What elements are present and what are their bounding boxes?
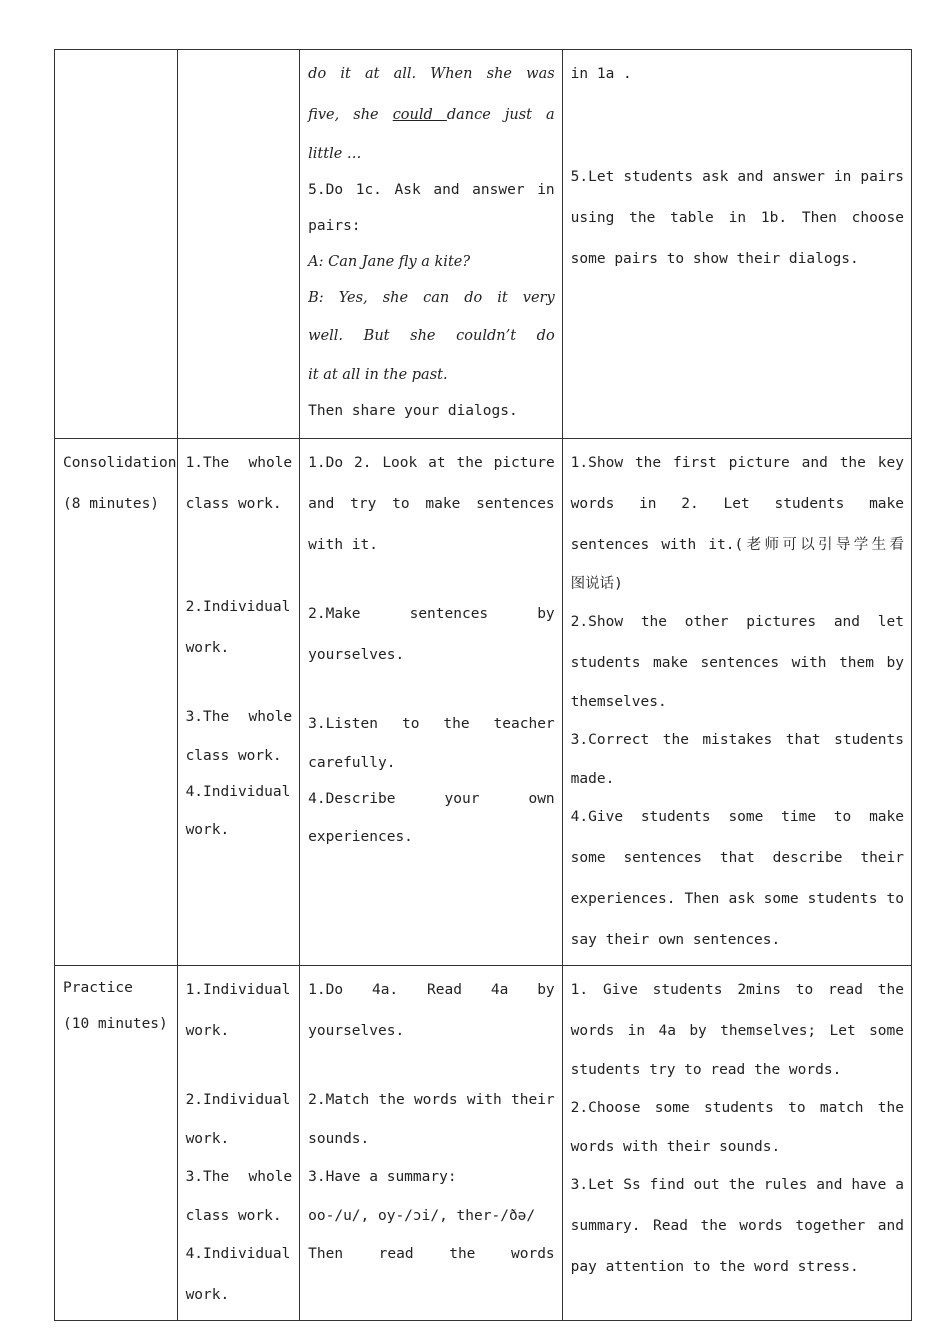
lesson-plan-table bbox=[54, 49, 912, 1321]
text-line: 3.The whole bbox=[185, 1169, 293, 1185]
text-line: 2.Choose some students to match the bbox=[570, 1100, 904, 1116]
text-line: 1.Show the first picture and the key bbox=[570, 455, 904, 471]
text-line: yourselves. bbox=[308, 647, 405, 663]
student-activity-cell bbox=[300, 966, 563, 1321]
spacer bbox=[186, 1052, 293, 1080]
text-line: 1.Individual bbox=[185, 982, 291, 998]
stage-cell bbox=[55, 50, 178, 439]
text-line: themselves. bbox=[570, 694, 667, 710]
text-line: class work. bbox=[185, 496, 282, 512]
spacer bbox=[186, 669, 293, 697]
text-span: dance just a bbox=[446, 107, 555, 123]
activity-type-cell bbox=[177, 966, 300, 1321]
stage-cell bbox=[55, 439, 178, 966]
text-line: words in 4a by themselves; Let some bbox=[570, 1023, 904, 1039]
text-line: some sentences that describe their bbox=[570, 850, 904, 866]
text-line: words in 2. Let students make bbox=[570, 496, 904, 512]
text-line: 2.Individual bbox=[185, 599, 291, 615]
table-row bbox=[55, 966, 912, 1321]
text-line: A: Can Jane fly a kite? bbox=[308, 254, 471, 270]
activity-type-cell bbox=[177, 439, 300, 966]
text-line: 5.Do 1c. Ask and answer in bbox=[308, 182, 555, 198]
text-line: pay attention to the word stress. bbox=[570, 1259, 859, 1275]
text-line: class work. bbox=[185, 748, 282, 764]
text-line: students make sentences with them by bbox=[570, 655, 904, 671]
text-line: made. bbox=[570, 771, 615, 787]
text-line: words with their sounds. bbox=[570, 1139, 781, 1155]
text-line: work. bbox=[185, 640, 230, 656]
text-line: Then read the words bbox=[308, 1246, 555, 1262]
text-line: summary. Read the words together and bbox=[570, 1218, 904, 1234]
text-span: five, she bbox=[308, 107, 393, 123]
spacer bbox=[308, 1052, 555, 1080]
stage-cell bbox=[55, 966, 178, 1321]
text-line: oo-/u/, oy-/ɔi/, ther-/ðə/ bbox=[308, 1208, 536, 1224]
text-line: it at all in the past. bbox=[308, 367, 448, 383]
text-line: in 1a . bbox=[570, 66, 632, 82]
activity-type-cell bbox=[177, 50, 300, 439]
text-line: carefully. bbox=[308, 755, 396, 771]
stage-time: (8 minutes) bbox=[63, 496, 160, 512]
text-line: 1.Do 4a. Read 4a by bbox=[308, 982, 555, 998]
text-line: 3.The whole bbox=[185, 709, 293, 725]
text-line: 图说话) bbox=[570, 576, 623, 592]
spacer bbox=[186, 525, 293, 587]
text-line: sentences with it.(老师可以引导学生看 bbox=[570, 537, 904, 553]
table-row bbox=[55, 50, 912, 439]
text-line: 1.Do 2. Look at the picture bbox=[308, 455, 555, 471]
text-line: 4.Individual bbox=[185, 784, 291, 800]
text-line: work. bbox=[185, 822, 230, 838]
text-line: Then share your dialogs. bbox=[308, 403, 518, 419]
text-line: experiences. Then ask some students to bbox=[570, 891, 904, 907]
student-activity-cell bbox=[300, 50, 563, 439]
text-line: well. But she couldn’t do bbox=[308, 328, 555, 344]
spacer bbox=[308, 676, 555, 704]
text-line: 4.Give students some time to make bbox=[570, 809, 904, 825]
text-line: 1. Give students 2mins to read the bbox=[570, 982, 904, 998]
text-line: experiences. bbox=[308, 829, 413, 845]
text-line: do it at all. When she was bbox=[308, 66, 555, 82]
text-line: 3.Have a summary: bbox=[308, 1169, 457, 1185]
text-line: work. bbox=[185, 1131, 230, 1147]
text-line: work. bbox=[185, 1023, 230, 1039]
text-line: 3.Listen to the teacher bbox=[308, 716, 555, 732]
text-line: 2.Match the words with their bbox=[308, 1092, 555, 1108]
stage-label: Practice bbox=[63, 980, 133, 996]
text-line bbox=[308, 95, 555, 136]
text-line: little … bbox=[308, 146, 362, 162]
teacher-activity-cell bbox=[562, 439, 911, 966]
stage-time: (10 minutes) bbox=[63, 1016, 168, 1032]
text-line: 2.Show the other pictures and let bbox=[570, 614, 904, 630]
stage-label: Consolidation bbox=[63, 455, 177, 471]
text-line: using the table in 1b. Then choose bbox=[570, 210, 904, 226]
spacer bbox=[308, 566, 555, 594]
text-line: 4.Individual bbox=[185, 1246, 291, 1262]
teacher-activity-cell bbox=[562, 50, 911, 439]
text-line: 1.The whole bbox=[185, 455, 293, 471]
text-line: 5.Let students ask and answer in pairs bbox=[570, 169, 904, 185]
text-line: 3.Let Ss find out the rules and have a bbox=[570, 1177, 904, 1193]
text-line: with it. bbox=[308, 537, 378, 553]
text-line: pairs: bbox=[308, 218, 361, 234]
text-line: say their own sentences. bbox=[570, 932, 781, 948]
text-line: some pairs to show their dialogs. bbox=[570, 251, 859, 267]
spacer bbox=[571, 95, 904, 157]
text-line: class work. bbox=[185, 1208, 282, 1224]
text-line: 4.Describe your own bbox=[308, 791, 555, 807]
underlined-word: could bbox=[392, 107, 447, 123]
text-line: yourselves. bbox=[308, 1023, 405, 1039]
teacher-activity-cell bbox=[562, 966, 911, 1321]
text-line: students try to read the words. bbox=[570, 1062, 842, 1078]
text-line: B: Yes, she can do it very bbox=[308, 290, 555, 306]
text-line: 2.Individual bbox=[185, 1092, 291, 1108]
text-line: sounds. bbox=[308, 1131, 370, 1147]
student-activity-cell bbox=[300, 439, 563, 966]
text-line: 3.Correct the mistakes that students bbox=[570, 732, 904, 748]
text-line: work. bbox=[185, 1287, 230, 1303]
text-line: 2.Make sentences by bbox=[308, 606, 555, 622]
table-row bbox=[55, 439, 912, 966]
text-line: and try to make sentences bbox=[308, 496, 555, 512]
